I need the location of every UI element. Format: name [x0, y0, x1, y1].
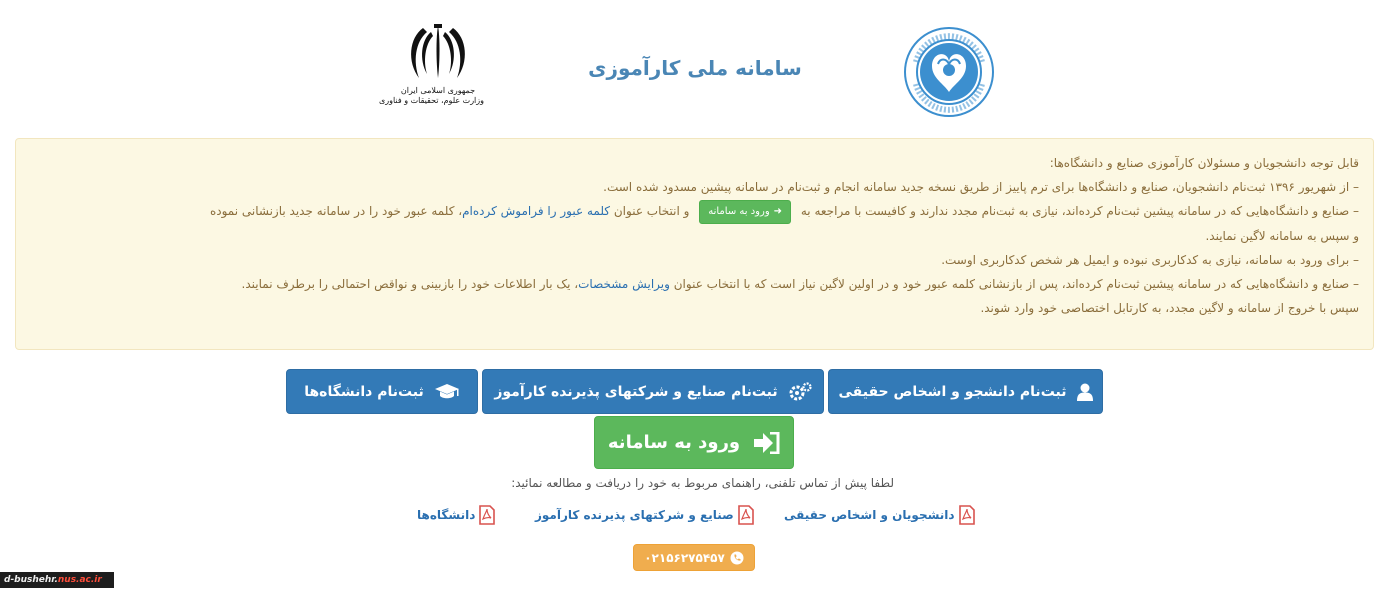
notice-line-5: – برای ورود به سامانه، نیازی به کدکاربری نبوده و ایمیل هر شخص کدکاربری اوست.: [941, 252, 1359, 267]
edit-profile-link[interactable]: ویرایش مشخصات: [578, 276, 670, 291]
industry-register-label: ثبت‌نام صنایع و شرکتهای پذیرنده کارآموز: [494, 383, 778, 400]
notice-box: [15, 138, 1374, 350]
emblem-caption-country: جمهوری اسلامی ایران: [400, 86, 476, 95]
user-icon: [1077, 383, 1093, 401]
page-header: [0, 0, 1389, 130]
phone-number: ۰۲۱۵۶۲۷۵۴۵۷: [644, 550, 725, 565]
pdf-file-icon: [959, 505, 975, 525]
ministry-logo-icon: [902, 22, 996, 118]
notice-line-3-text-a: – صنایع و دانشگاه‌هایی که در سامانه پیشین ثبت‌نام کرده‌اند، نیازی به ثبت‌نام مجدد ندارند و کافیست با مراجعه به: [800, 204, 1359, 218]
notice-line-6-text-a: – صنایع و دانشگاه‌هایی که در سامانه پیشین ثبت‌نام کرده‌اند، پس از بازنشانی کلمه عبور خود و در اولین لاگین نیاز است که با انتخاب عنوان: [673, 276, 1359, 291]
source-watermark: [0, 572, 114, 588]
notice-line-3: [30, 199, 1359, 224]
guide-link-students[interactable]: [784, 505, 975, 525]
student-register-label: ثبت‌نام دانشجو و اشخاص حقیقی: [838, 383, 1067, 400]
guide-link-universities[interactable]: [417, 505, 495, 525]
ministry-logo: [902, 22, 996, 118]
notice-line-3-text-b: و انتخاب عنوان: [613, 204, 690, 218]
gears-icon: [788, 382, 812, 402]
watermark-part-2: nus.ac.ir: [57, 575, 102, 585]
page-title: سامانه ملی کارآموزی: [588, 56, 802, 80]
guide-link-industry[interactable]: [535, 505, 754, 525]
notice-line-2: – از شهریور ۱۳۹۶ ثبت‌نام دانشجویان، صنایع و دانشگاه‌ها برای ترم پاییز از طریق نسخه جدید سامانه انجام و ثبت‌نام در سامانه پیشین مسدود شده است.: [603, 180, 1359, 194]
pdf-file-icon: [479, 505, 495, 525]
notice-heading: قابل توجه دانشجویان و مسئولان کارآموزی صنایع و دانشگاه‌ها:: [1049, 156, 1359, 170]
emblem-caption-ministry: وزارت علوم، تحقیقات و فناوری: [379, 96, 484, 105]
phone-badge[interactable]: [633, 544, 755, 571]
industry-register-button[interactable]: [482, 369, 824, 414]
forgot-password-link[interactable]: کلمه عبور را فراموش کرده‌ام: [462, 204, 611, 218]
sign-in-icon: ➜: [773, 205, 783, 217]
iran-emblem-icon: [403, 22, 473, 86]
student-register-button[interactable]: [828, 369, 1103, 414]
pdf-file-icon: [738, 505, 754, 525]
guide-hint-text: لطفا پیش از تماس تلفنی، راهنمای مربوط به خود را دریافت و مطالعه نمائید:: [511, 476, 894, 490]
phone-icon: [730, 551, 744, 565]
notice-line-6-text-b: ، یک بار اطلاعات خود را بازبینی و نواقص احتمالی را برطرف نمایند.: [241, 276, 579, 291]
university-register-button[interactable]: [286, 369, 478, 414]
sign-in-icon: [752, 432, 780, 454]
inline-login-label: ورود به سامانه: [708, 205, 770, 217]
guide-link-universities-label: دانشگاه‌ها: [417, 508, 476, 522]
inline-login-button[interactable]: [699, 200, 791, 224]
watermark-part-1: d-bushehr.: [4, 575, 58, 585]
notice-line-3-text-c: ، کلمه عبور خود را در سامانه جدید بازنشانی نموده: [209, 204, 463, 218]
notice-line-7: سپس با خروج از سامانه و لاگین مجدد، به کارتابل اختصاصی خود وارد شوند.: [980, 300, 1359, 315]
login-button[interactable]: [594, 416, 794, 469]
guide-link-industry-label: صنایع و شرکتهای پذیرنده کارآموز: [535, 508, 734, 522]
iran-emblem: [379, 22, 484, 118]
notice-line-6: [30, 272, 1359, 296]
university-register-label: ثبت‌نام دانشگاه‌ها: [304, 383, 424, 400]
guide-link-students-label: دانشجویان و اشخاص حقیقی: [784, 508, 955, 522]
graduation-cap-icon: [434, 383, 460, 401]
notice-line-4: و سپس به سامانه لاگین نمایند.: [1205, 228, 1359, 243]
login-label: ورود به سامانه: [607, 432, 741, 453]
